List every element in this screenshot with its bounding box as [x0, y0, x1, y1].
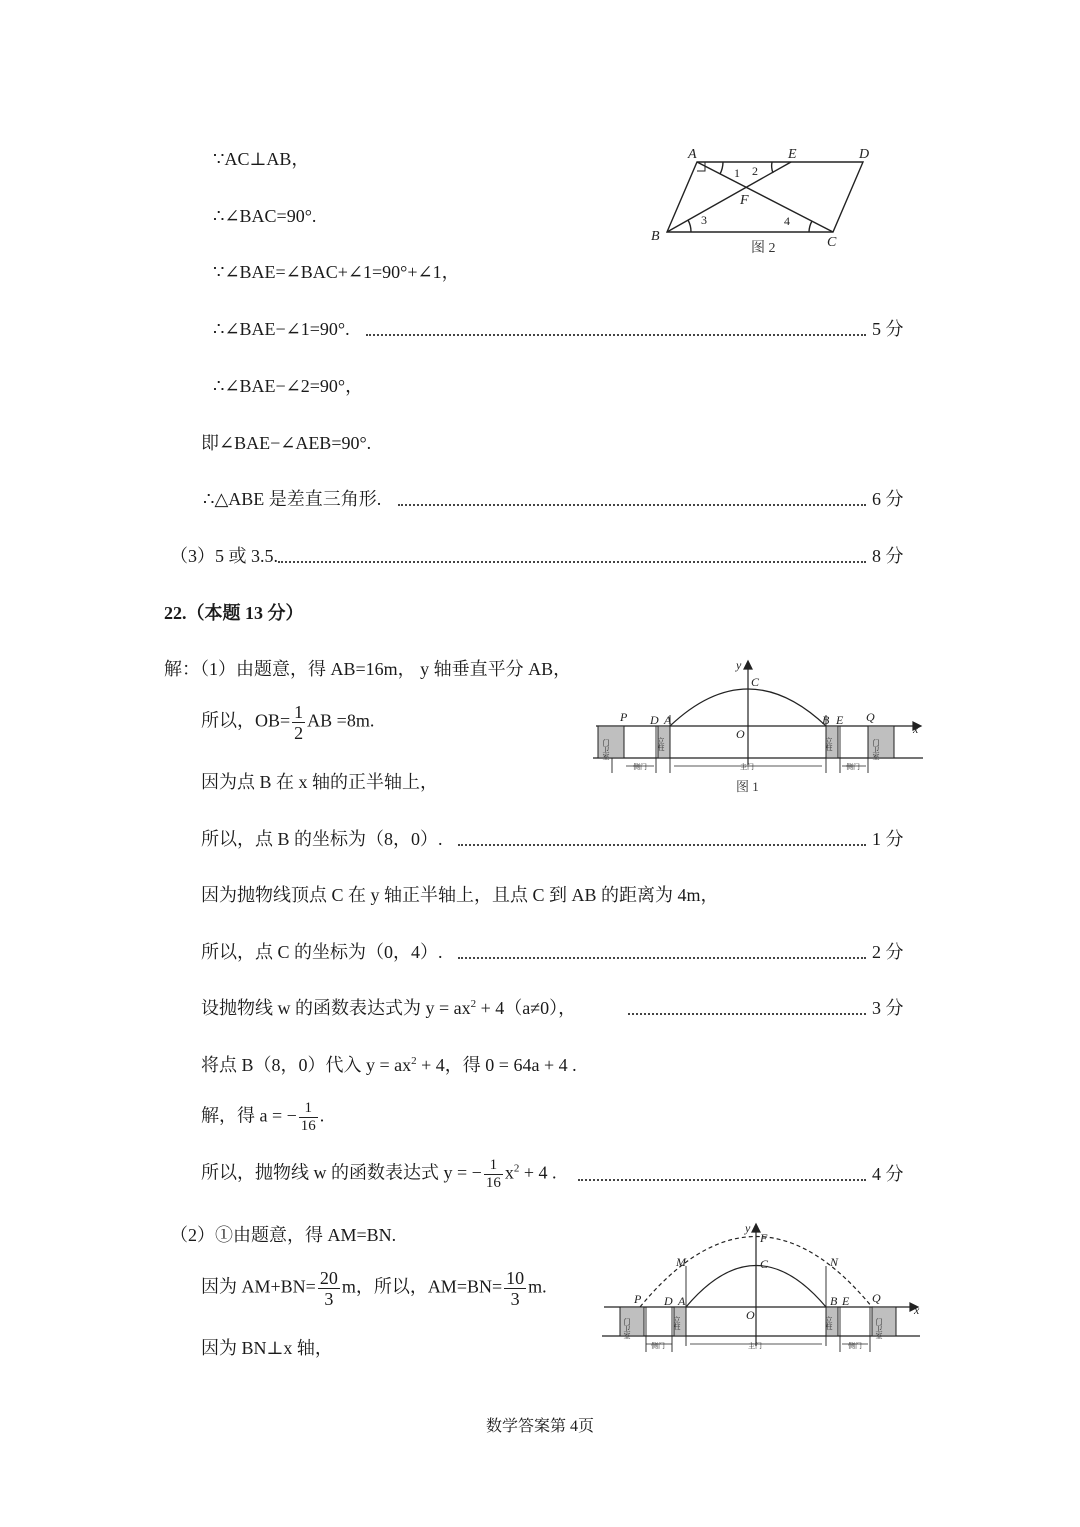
- fraction-one-sixteenth: $\frac{1}{16}$: [300, 1100, 316, 1134]
- y-axis-arrow: [744, 661, 752, 669]
- label-o: O: [746, 1308, 755, 1322]
- label-f: F: [760, 1231, 768, 1245]
- score-1: 1 分: [872, 829, 904, 849]
- score-leader: [458, 844, 866, 846]
- score-leader: [578, 1179, 866, 1181]
- angle-4-arc: [809, 221, 812, 232]
- line-angle-bae-minus-1: ∴∠BAE−∠1=90°.: [213, 319, 350, 339]
- score-4: 4 分: [872, 1164, 904, 1184]
- label-a: A: [678, 1294, 686, 1308]
- line-conclusion-abe: ∴△ABE 是差直三角形.: [203, 489, 382, 509]
- ob-text: 所以，OB=: [201, 710, 291, 731]
- label-o: O: [736, 727, 745, 741]
- side-door-label: 侧门: [633, 763, 647, 771]
- pillar-label: 立柱: [657, 737, 665, 751]
- solution-line-5: 因为抛物线顶点 C 在 y 轴正半轴上，且点 C 到 AB 的距离为 4m，: [201, 885, 719, 905]
- fraction-one-sixteenth: $\frac{1}{16}$: [485, 1157, 501, 1191]
- score-leader: [398, 504, 866, 506]
- score-6: 6 分: [872, 489, 904, 509]
- solution-line-10: 所以，抛物线 w 的函数表达式 y = − $\frac{1}{16}$ $x^2 + 4$ .: [201, 1157, 557, 1191]
- question-22-heading: 22.（本题 13 分）: [164, 603, 304, 623]
- side-door-label: 侧门: [848, 1342, 862, 1350]
- label-y: y: [736, 658, 742, 672]
- label-p: P: [620, 710, 628, 724]
- solution-line-6: 所以，点 C 的坐标为（0，4）.: [201, 942, 443, 962]
- pillar-label: 立柱: [825, 737, 833, 751]
- score-leader: [366, 334, 866, 336]
- score-2: 2 分: [872, 942, 904, 962]
- line-angle-bac: ∴∠BAC=90°.: [213, 206, 317, 226]
- line-ac-perp-ab: ∵AC⊥AB，: [213, 149, 310, 169]
- label-c: C: [827, 235, 837, 250]
- part2-line-1: （2）①由题意，得 AM=BN.: [170, 1225, 397, 1245]
- label-c: C: [760, 1257, 769, 1271]
- score-leader: [458, 957, 866, 959]
- fraction-twenty-thirds: $\frac{20}{3}$: [319, 1268, 338, 1309]
- label-x: x: [914, 1303, 920, 1317]
- label-a: A: [664, 713, 672, 727]
- figure-3-gate-extended: [598, 1218, 930, 1358]
- ab-text: AB =8m.: [307, 710, 375, 731]
- solution-line-2: [201, 702, 374, 743]
- page-footer: 数学答案第 4页: [485, 1418, 594, 1435]
- score-3: 3 分: [872, 998, 904, 1018]
- label-b: B: [651, 229, 660, 244]
- figure-1-caption: 图 1: [736, 779, 759, 794]
- label-a: A: [688, 147, 697, 162]
- label-b: B: [822, 713, 830, 727]
- solution-line-7: 设抛物线 w 的函数表达式为 $y = ax^2 + 4(a\ne 0)$，: [201, 998, 577, 1018]
- label-f: F: [740, 193, 749, 208]
- label-p: P: [634, 1292, 642, 1306]
- label-e: E: [842, 1294, 850, 1308]
- pillar-label: 立柱: [825, 1316, 833, 1330]
- fraction-ten-thirds: $\frac{10}{3}$: [506, 1268, 525, 1309]
- label-c: C: [751, 675, 760, 689]
- part2-line-2: 因为 AM+BN= $\frac{20}{3}$ m，所以，AM=BN= $\frac{10}{3}$ m.: [201, 1268, 547, 1309]
- figure-2-caption: 图 2: [751, 241, 776, 256]
- label-e: E: [788, 147, 797, 162]
- segment-ac: [697, 162, 833, 232]
- angle-1-arc: [720, 162, 723, 174]
- angle-label-2: 2: [752, 164, 758, 178]
- fraction-one-half: $\frac{1}{2}$: [294, 702, 304, 743]
- line-angle-bae-minus-aeb: 即∠BAE−∠AEB=90°.: [201, 433, 372, 453]
- main-door-label: 主门: [740, 763, 754, 771]
- pillar-label: 立柱: [673, 1316, 681, 1330]
- score-5: 5 分: [872, 319, 904, 339]
- angle-3-arc: [688, 220, 691, 232]
- score-8: 8 分: [872, 546, 904, 566]
- label-x: x: [913, 722, 919, 736]
- angle-label-4: 4: [784, 214, 790, 228]
- solution-line-9: 解，得 a = − $\frac{1}{16}$ .: [201, 1100, 325, 1134]
- figure-1-gate: [588, 655, 928, 800]
- label-e: E: [836, 713, 844, 727]
- side-door-label: 侧门: [651, 1342, 665, 1350]
- guard-room-label: 门卫室: [602, 739, 610, 760]
- y-axis-arrow: [752, 1224, 760, 1232]
- line-angle-bae-sum: ∵∠BAE=∠BAC+∠1=90°+∠1，: [213, 262, 460, 282]
- line-angle-bae-minus-2: ∴∠BAE−∠2=90°，: [213, 376, 364, 396]
- angle-label-1: 1: [734, 166, 740, 180]
- angle-2-arc: [772, 162, 773, 173]
- guard-room-label: 门卫室: [875, 1318, 883, 1339]
- label-q: Q: [866, 710, 875, 724]
- figure-2-parallelogram: [645, 140, 885, 262]
- label-b: B: [830, 1294, 838, 1308]
- label-d: D: [664, 1294, 673, 1308]
- part2-line-3: 因为 BN⊥x 轴，: [201, 1338, 333, 1358]
- solution-line-4: 所以，点 B 的坐标为（8，0）.: [201, 829, 443, 849]
- angle-label-3: 3: [701, 213, 707, 227]
- guard-room-label: 门卫室: [872, 739, 880, 760]
- label-m: M: [676, 1255, 686, 1269]
- main-door-label: 主门: [748, 1342, 762, 1350]
- solution-line-1: 解：（1）由题意，得 AB=16m， y 轴垂直平分 AB，: [164, 659, 572, 679]
- label-d: D: [859, 147, 870, 162]
- label-n: N: [830, 1255, 839, 1269]
- side-door-label: 侧门: [846, 763, 860, 771]
- score-leader: [628, 1013, 866, 1015]
- guard-room-label: 门卫室: [623, 1318, 631, 1339]
- label-d: D: [650, 713, 659, 727]
- label-q: Q: [872, 1291, 881, 1305]
- label-y: y: [745, 1221, 751, 1235]
- line-part3-answer: （3）5 或 3.5.: [170, 546, 278, 566]
- solution-line-8: 将点 B（8，0）代入 $y = ax^2 + 4$，得 0 = 64a + 4 .: [201, 1055, 577, 1075]
- score-leader: [278, 561, 866, 563]
- solution-line-3: 因为点 B 在 x 轴的正半轴上，: [201, 772, 439, 792]
